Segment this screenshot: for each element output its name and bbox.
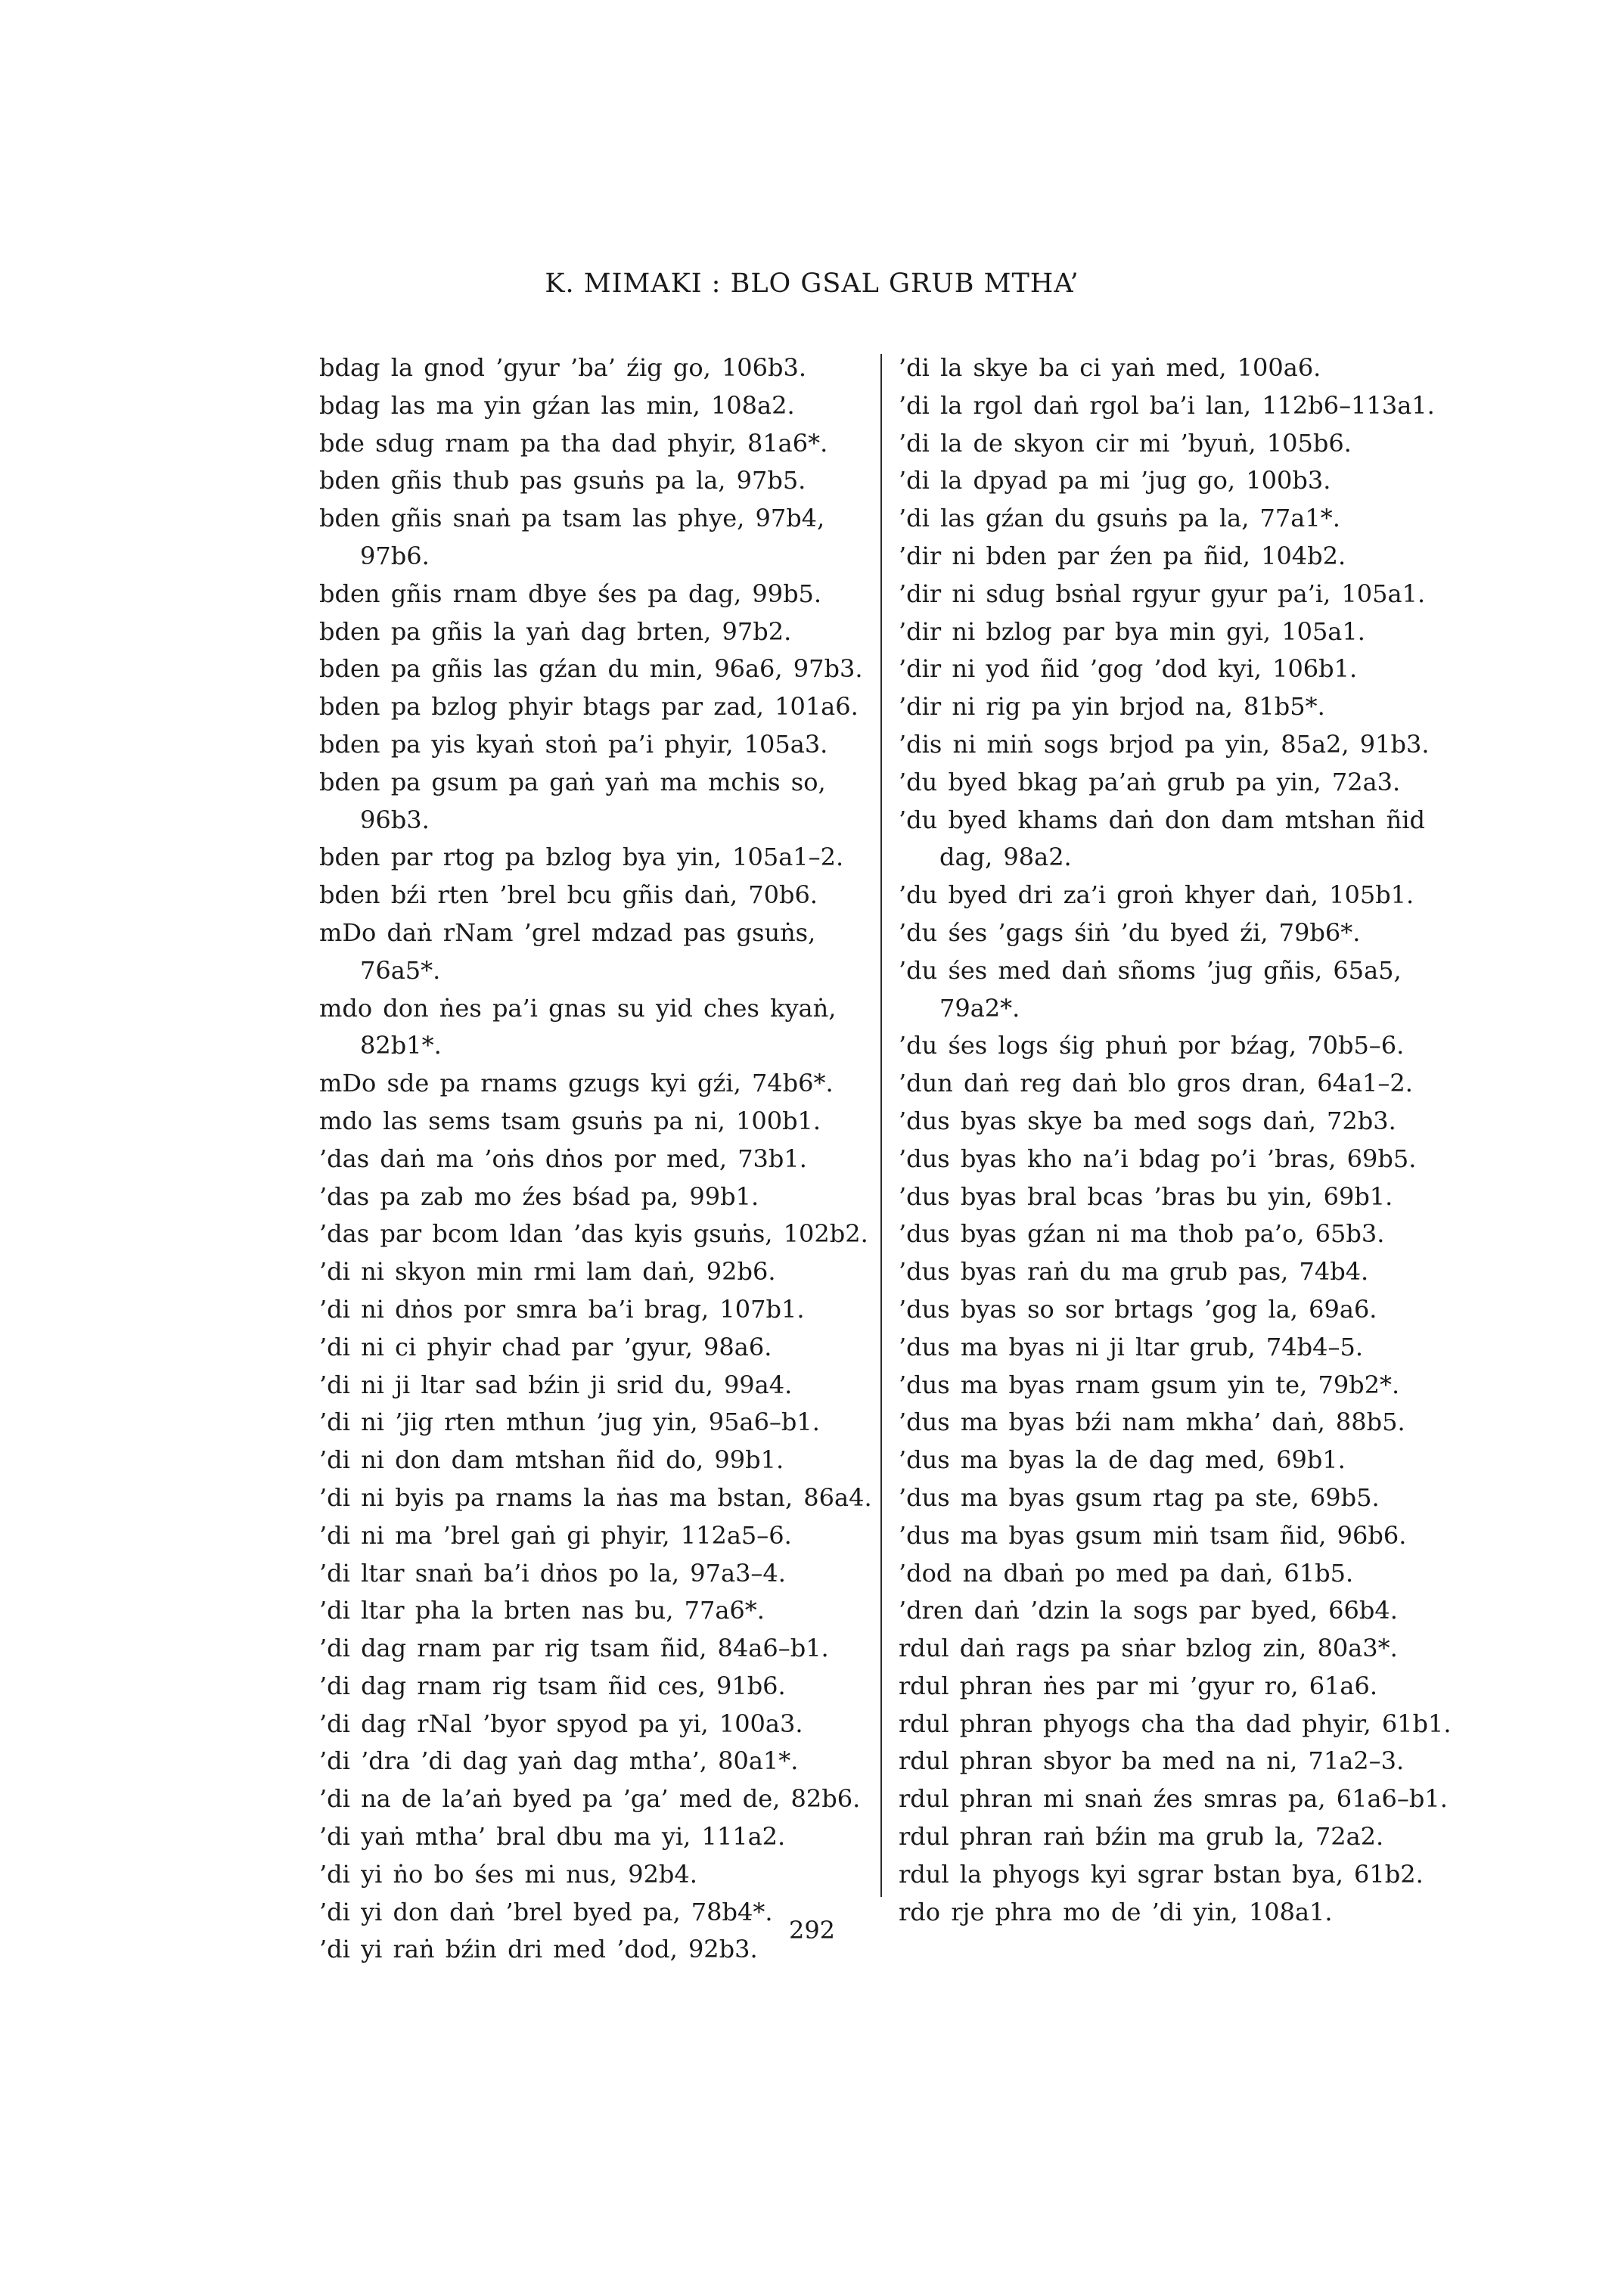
index-entry: ’du byed dri za’i groṅ khyer daṅ, 105b1. <box>899 880 1414 910</box>
index-entry: rdul phran phyogs cha tha dad phyir, 61b1. <box>899 1709 1452 1738</box>
index-entry: bden bźi rten ’brel bcu gñis daṅ, 70b6. <box>319 880 818 910</box>
index-entry: ’di yi don daṅ ’brel byed pa, 78b4*. <box>319 1897 773 1926</box>
index-entry: ’di yi raṅ bźin dri med ’dod, 92b3. <box>319 1935 758 1964</box>
index-entry: ’di ni ji ltar sad bźin ji srid du, 99a4. <box>319 1370 793 1399</box>
index-entry: ’du śes med daṅ sñoms ’jug gñis, 65a5, 79a2*. <box>899 955 1402 1023</box>
index-entry: mDo sde pa rnams gzugs kyi gźi, 74b6*. <box>319 1069 834 1098</box>
index-entry: ’du byed khams daṅ don dam mtshan ñid dag, 98a2. <box>899 805 1425 872</box>
index-entry: bden pa gñis las gźan du min, 96a6, 97b3. <box>319 654 863 684</box>
index-entry: ’di las gźan du gsuṅs pa la, 77a1*. <box>899 504 1340 533</box>
index-entry: ’dus ma byas ni ji ltar grub, 74b4–5. <box>899 1332 1363 1361</box>
index-entry: mdo las sems tsam gsuṅs pa ni, 100b1. <box>319 1106 821 1135</box>
index-entry: bden par rtog pa bzlog bya yin, 105a1–2. <box>319 843 844 872</box>
index-entry: ’dus ma byas rnam gsum yin te, 79b2*. <box>899 1370 1400 1399</box>
index-entry: ’dus byas bral bcas ’bras bu yin, 69b1. <box>899 1181 1393 1211</box>
index-entry: ’dus byas kho na’i bdag po’i ’bras, 69b5. <box>899 1144 1417 1173</box>
index-column-left <box>319 349 879 1969</box>
index-entry: mDo daṅ rNam ’grel mdzad pas gsuṅs, 76a5*. <box>319 917 816 985</box>
index-entry: ’di la dpyad pa mi ’jug go, 100b3. <box>899 466 1331 495</box>
page-number: 292 <box>788 1916 836 1945</box>
index-entry: ’dir ni bden par źen pa ñid, 104b2. <box>899 541 1346 570</box>
index-entry: bden pa yis kyaṅ stoṅ pa’i phyir, 105a3. <box>319 729 828 759</box>
index-entry: ’das pa zab mo źes bśad pa, 99b1. <box>319 1181 759 1211</box>
index-entry: rdul phran ṅes par mi ’gyur ro, 61a6. <box>899 1671 1378 1700</box>
index-entry: ’dod na dbaṅ po med pa daṅ, 61b5. <box>899 1558 1354 1588</box>
index-entry: ’dus ma byas bźi nam mkha’ daṅ, 88b5. <box>899 1408 1405 1437</box>
index-entry: bde sdug rnam pa tha dad phyir, 81a6*. <box>319 428 828 458</box>
index-entry: bden pa bzlog phyir btags par zad, 101a6. <box>319 692 859 722</box>
index-entry: ’du śes logs śig phuṅ por bźag, 70b5–6. <box>899 1031 1405 1060</box>
index-entry: ’dus ma byas gsum miṅ tsam ñid, 96b6. <box>899 1520 1407 1550</box>
index-entry: ’dis ni miṅ sogs brjod pa yin, 85a2, 91b3. <box>899 729 1430 759</box>
index-entry: ’dir ni yod ñid ’gog ’dod kyi, 106b1. <box>899 654 1358 684</box>
index-entry: ’di ltar snaṅ ba’i dṅos po la, 97a3–4. <box>319 1558 786 1588</box>
index-entry: mdo don ṅes pa’i gnas su yid ches kyaṅ, 82b1*. <box>319 993 837 1060</box>
running-head: K. MIMAKI : BLO GSAL GRUB MTHA’ <box>545 269 1079 299</box>
index-entry: bden pa gsum pa gaṅ yaṅ ma mchis so, 96b3. <box>319 767 826 834</box>
index-column-right <box>899 349 1466 1931</box>
index-entry: ’di na de la’aṅ byed pa ’ga’ med de, 82b6. <box>319 1784 861 1814</box>
index-entry: ’dus byas skye ba med sogs daṅ, 72b3. <box>899 1106 1396 1135</box>
index-entry: ’das par bcom ldan ’das kyis gsuṅs, 102b2. <box>319 1219 868 1249</box>
index-entry: ’di dag rnam rig tsam ñid ces, 91b6. <box>319 1671 786 1700</box>
index-entry: ’di ’dra ’di dag yaṅ dag mtha’, 80a1*. <box>319 1746 799 1776</box>
index-entry: ’di ni dṅos por smra ba’i brag, 107b1. <box>319 1294 805 1324</box>
index-entry: rdul phran mi snaṅ źes smras pa, 61a6–b1. <box>899 1784 1448 1814</box>
index-entry: ’das daṅ ma ’oṅs dṅos por med, 73b1. <box>319 1144 807 1173</box>
index-entry: ’di ni ma ’brel gaṅ gi phyir, 112a5–6. <box>319 1520 792 1550</box>
index-entry: ’dus ma byas gsum rtag pa ste, 69b5. <box>899 1482 1380 1512</box>
index-entry: ’dun daṅ reg daṅ blo gros dran, 64a1–2. <box>899 1069 1413 1098</box>
index-entry: ’di ni skyon min rmi lam daṅ, 92b6. <box>319 1257 776 1287</box>
index-entry: ’di dag rNal ’byor spyod pa yi, 100a3. <box>319 1709 803 1738</box>
index-entry: ’di ni ’jig rten mthun ’jug yin, 95a6–b1. <box>319 1408 820 1437</box>
index-entry: ’dus byas gźan ni ma thob pa’o, 65b3. <box>899 1219 1385 1249</box>
index-entry: ’di la rgol daṅ rgol ba’i lan, 112b6–113a1. <box>899 390 1435 420</box>
index-entry: ’dir ni rig pa yin brjod na, 81b5*. <box>899 692 1325 722</box>
index-entry: ’di ltar pha la brten nas bu, 77a6*. <box>319 1596 765 1625</box>
index-entry: ’du śes ’gags śiṅ ’du byed źi, 79b6*. <box>899 917 1361 947</box>
index-entry: bdag las ma yin gźan las min, 108a2. <box>319 390 795 420</box>
index-entry: ’dir ni sdug bsṅal rgyur gyur pa’i, 105a1. <box>899 579 1426 608</box>
index-entry: rdul daṅ rags pa sṅar bzlog zin, 80a3*. <box>899 1634 1398 1663</box>
index-entry: rdul la phyogs kyi sgrar bstan bya, 61b2. <box>899 1859 1424 1889</box>
index-entry: bden pa gñis la yaṅ dag brten, 97b2. <box>319 616 792 646</box>
index-entry: ’dren daṅ ’dzin la sogs par byed, 66b4. <box>899 1596 1398 1625</box>
index-entry: ’dir ni bzlog par bya min gyi, 105a1. <box>899 616 1365 646</box>
index-entry: bden gñis rnam dbye śes pa dag, 99b5. <box>319 579 822 608</box>
index-entry: ’di yaṅ mtha’ bral dbu ma yi, 111a2. <box>319 1822 786 1852</box>
index-entry: ’di la de skyon cir mi ’byuṅ, 105b6. <box>899 428 1352 458</box>
index-entry: rdul phran sbyor ba med na ni, 71a2–3. <box>899 1746 1405 1776</box>
index-entry: bdag la gnod ’gyur ’ba’ źig go, 106b3. <box>319 353 807 382</box>
index-entry: ’dus byas so sor brtags ’gog la, 69a6. <box>899 1294 1377 1324</box>
index-entry: ’di la skye ba ci yaṅ med, 100a6. <box>899 353 1321 382</box>
index-entry: ’di ni ci phyir chad par ’gyur, 98a6. <box>319 1332 772 1361</box>
index-entry: ’di ni byis pa rnams la ṅas ma bstan, 86a4. <box>319 1482 872 1512</box>
index-entry: ’di dag rnam par rig tsam ñid, 84a6–b1. <box>319 1634 829 1663</box>
index-entry: rdul phran raṅ bźin ma grub la, 72a2. <box>899 1822 1384 1852</box>
index-entry: ’du byed bkag pa’aṅ grub pa yin, 72a3. <box>899 767 1401 796</box>
index-entry: ’dus ma byas la de dag med, 69b1. <box>899 1445 1346 1475</box>
column-divider <box>880 354 882 1897</box>
index-entry: bden gñis snaṅ pa tsam las phye, 97b4, 97b6. <box>319 504 825 570</box>
index-entry: bden gñis thub pas gsuṅs pa la, 97b5. <box>319 466 806 495</box>
index-entry: ’di ni don dam mtshan ñid do, 99b1. <box>319 1445 784 1475</box>
index-entry: ’di yi ṅo bo śes mi nus, 92b4. <box>319 1859 697 1889</box>
index-entry: rdo rje phra mo de ’di yin, 108a1. <box>899 1897 1333 1926</box>
index-entry: ’dus byas raṅ du ma grub pas, 74b4. <box>899 1257 1369 1287</box>
